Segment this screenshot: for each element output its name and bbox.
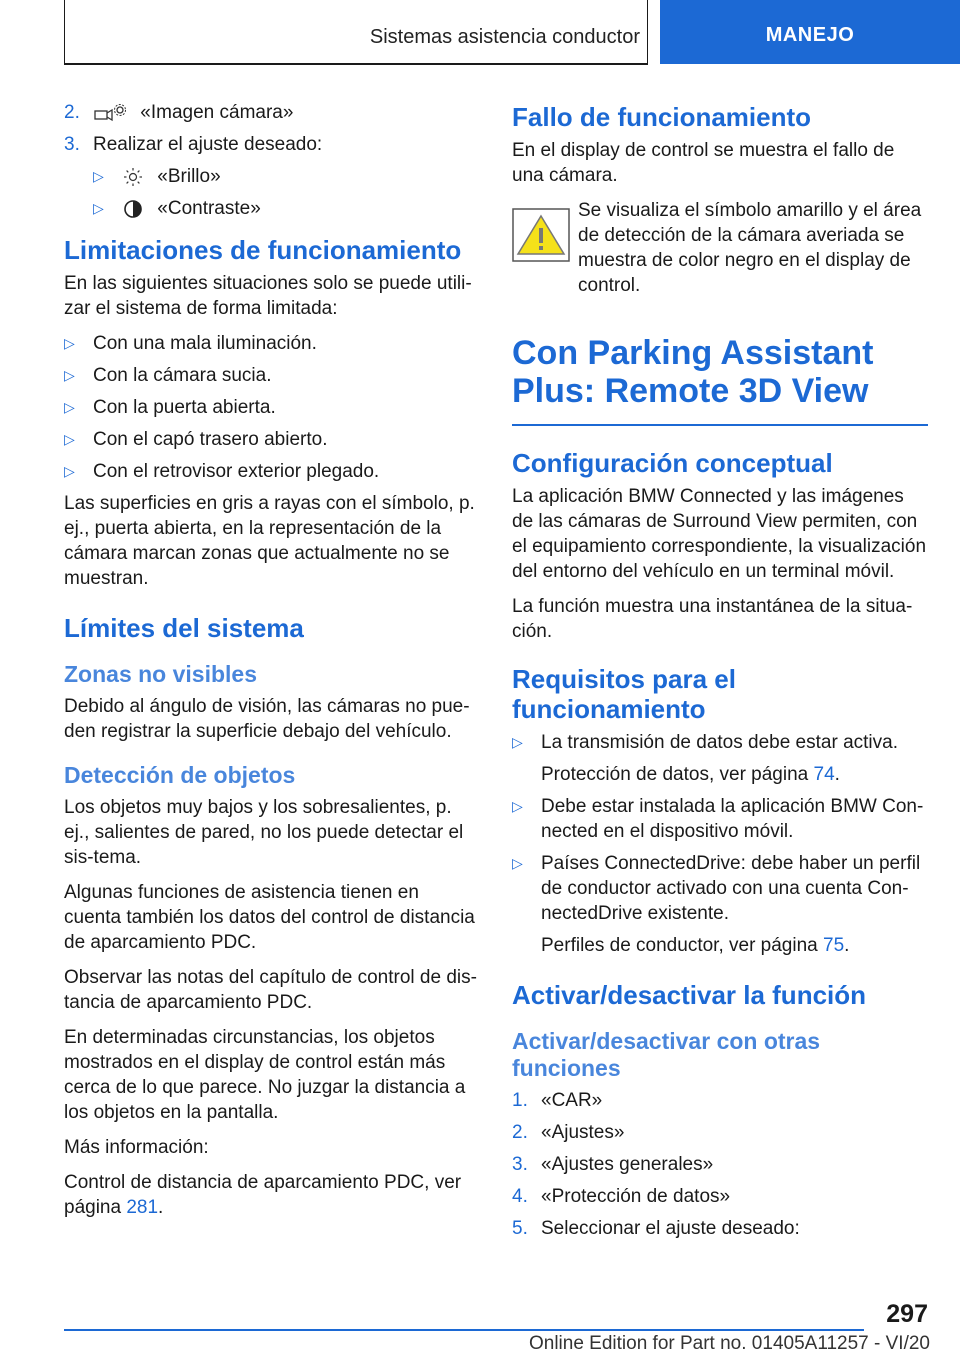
subsection-heading: Detección de objetos xyxy=(64,762,296,788)
bullet-triangle-icon: ▷ xyxy=(512,855,523,871)
reference-text: Protección de datos, ver página xyxy=(541,764,809,785)
brightness-icon xyxy=(122,167,144,187)
reference-end: . xyxy=(844,935,850,956)
reference-text: Perfiles de conductor, ver página xyxy=(541,935,818,956)
bullet-triangle-icon: ▷ xyxy=(93,168,104,184)
step-number: 2. xyxy=(512,1122,528,1143)
list-item-text: Con la cámara sucia. xyxy=(93,365,272,386)
step-text: Seleccionar el ajuste deseado: xyxy=(541,1218,800,1239)
page-link[interactable]: 281 xyxy=(126,1197,159,1218)
subsection-heading-line: funciones xyxy=(512,1055,621,1081)
step-number: 2. xyxy=(64,102,80,123)
paragraph: La función muestra una instantánea de la situa‐ción. xyxy=(512,596,913,642)
paragraph xyxy=(64,1170,480,1220)
section-heading: Fallo de funcionamiento xyxy=(512,102,812,132)
paragraph: En determinadas circunstancias, los objetos mostrados en el display de control están más cerca de lo que parece. No juzgar la distancia a los objetos en la pantalla. xyxy=(64,1027,466,1123)
section-heading: Activar/desactivar la función xyxy=(512,980,867,1010)
list-item xyxy=(64,395,480,420)
step-item xyxy=(512,1120,928,1145)
reference-line xyxy=(541,762,928,787)
page-link[interactable]: 74 xyxy=(813,764,835,785)
paragraph: Debido al ángulo de visión, las cámaras no pue‐den registrar la superficie debajo del vehículo. xyxy=(64,696,470,742)
subsection-heading xyxy=(512,1028,928,1082)
header-divider-bottom xyxy=(64,63,648,65)
step-item xyxy=(512,1152,928,1177)
list-item-text: Con una mala iluminación. xyxy=(93,333,317,354)
chapter-rule xyxy=(512,424,928,426)
paragraph: Más información: xyxy=(64,1137,209,1158)
paragraph: Observar las notas del capítulo de control de dis‐tancia de aparcamiento PDC. xyxy=(64,967,477,1013)
section-heading: Configuración conceptual xyxy=(512,448,833,478)
list-item-text: Países ConnectedDrive: debe haber un perfil de conductor activado con una cuenta Con‐nectedDrive existente. xyxy=(541,853,921,924)
bullet-triangle-icon: ▷ xyxy=(64,367,75,383)
step-item xyxy=(512,1216,928,1241)
bullet-triangle-icon: ▷ xyxy=(512,734,523,750)
section-heading-line: Requisitos para el xyxy=(512,664,736,694)
list-item-text: Con la puerta abierta. xyxy=(93,397,276,418)
page-number: 297 xyxy=(886,1300,928,1328)
list-item xyxy=(64,363,480,388)
step-item xyxy=(64,132,480,157)
subsection-heading-line: Activar/desactivar con otras xyxy=(512,1028,821,1054)
step-text: Realizar el ajuste deseado: xyxy=(93,134,323,155)
step-text: «Ajustes» xyxy=(541,1122,625,1143)
warning-note xyxy=(512,198,928,308)
step-number: 3. xyxy=(512,1154,528,1175)
page-header xyxy=(0,0,960,66)
list-item xyxy=(64,427,480,452)
paragraph: La aplicación BMW Connected y las imágenes de las cámaras de Surround View permiten, con el equipamiento correspondiente, la visualización del entorno del vehículo en un terminal móvil. xyxy=(512,486,927,582)
page-link[interactable]: 75 xyxy=(823,935,845,956)
bullet-triangle-icon: ▷ xyxy=(64,431,75,447)
list-item-text: La transmisión de datos debe estar activa. xyxy=(541,732,898,753)
step-item xyxy=(512,1088,928,1113)
warning-triangle-icon xyxy=(512,208,570,262)
list-item xyxy=(512,730,928,755)
paragraph: Los objetos muy bajos y los sobresalientes, p. ej., salientes de pared, no los puede detectar el sis‐tema. xyxy=(64,797,464,868)
step-item xyxy=(64,100,480,125)
bullet-triangle-icon: ▷ xyxy=(64,399,75,415)
header-section-title: Sistemas asistencia conductor xyxy=(369,26,640,48)
reference-line xyxy=(541,933,928,958)
list-item xyxy=(512,851,928,926)
footer-rule xyxy=(64,1329,864,1331)
header-divider-left xyxy=(64,0,65,64)
list-item-text: Con el retrovisor exterior plegado. xyxy=(93,461,380,482)
bullet-triangle-icon: ▷ xyxy=(64,463,75,479)
camera-settings-icon xyxy=(93,103,127,123)
right-column xyxy=(512,100,928,1248)
step-number: 1. xyxy=(512,1090,528,1111)
left-column xyxy=(64,100,480,1230)
section-heading: Límites del sistema xyxy=(64,613,304,643)
paragraph: Algunas funciones de asistencia tienen en cuenta también los datos del control de distancia de aparcamiento PDC. xyxy=(64,882,475,953)
chapter-heading xyxy=(512,334,928,410)
section-heading-line: funcionamiento xyxy=(512,694,706,724)
contrast-icon xyxy=(122,199,144,219)
step-text: «Imagen cámara» xyxy=(140,102,294,123)
list-item xyxy=(512,794,928,844)
warning-text: Se visualiza el símbolo amarillo y el área de detección de la cámara averiada se muestra de color negro en el display de control. xyxy=(578,200,922,296)
section-heading xyxy=(512,664,928,724)
reference-end: . xyxy=(834,764,840,785)
bullet-triangle-icon: ▷ xyxy=(93,200,104,216)
step-text: «Ajustes generales» xyxy=(541,1154,714,1175)
paragraph: Las superficies en gris a rayas con el símbolo, p. ej., puerta abierta, en la representación de la cámara marcan zonas que actualmente no se muestran. xyxy=(64,493,475,589)
bullet-triangle-icon: ▷ xyxy=(512,798,523,814)
option-label: «Contraste» xyxy=(157,198,261,219)
subsection-heading: Zonas no visibles xyxy=(64,661,257,687)
header-chapter-tab[interactable]: MANEJO xyxy=(660,0,960,64)
chapter-heading-line: Con Parking Assistant xyxy=(512,334,874,372)
section-heading: Limitaciones de funcionamiento xyxy=(64,235,462,265)
step-number: 5. xyxy=(512,1218,528,1239)
step-number: 3. xyxy=(64,134,80,155)
sub-option-item xyxy=(93,164,480,189)
paragraph: En las siguientes situaciones solo se puede utili‐zar el sistema de forma limitada: xyxy=(64,273,472,319)
bullet-triangle-icon: ▷ xyxy=(64,335,75,351)
reference-end: . xyxy=(158,1197,164,1218)
option-label: «Brillo» xyxy=(157,166,221,187)
step-text: «Protección de datos» xyxy=(541,1186,731,1207)
paragraph: En el display de control se muestra el fallo de una cámara. xyxy=(512,140,895,186)
reference-text: Control de distancia de aparcamiento PDC, ver página xyxy=(64,1172,462,1218)
sub-option-item xyxy=(93,196,480,221)
list-item-text: Debe estar instalada la aplicación BMW Con‐nected en el dispositivo móvil. xyxy=(541,796,924,842)
chapter-heading-line: Plus: Remote 3D View xyxy=(512,372,869,410)
step-item xyxy=(512,1184,928,1209)
header-divider-mid xyxy=(647,0,648,64)
list-item xyxy=(64,459,480,484)
list-item-text: Con el capó trasero abierto. xyxy=(93,429,328,450)
list-item xyxy=(64,331,480,356)
step-text: «CAR» xyxy=(541,1090,603,1111)
step-number: 4. xyxy=(512,1186,528,1207)
edition-note: Online Edition for Part no. 01405A11257 - VI/20 xyxy=(528,1333,930,1354)
